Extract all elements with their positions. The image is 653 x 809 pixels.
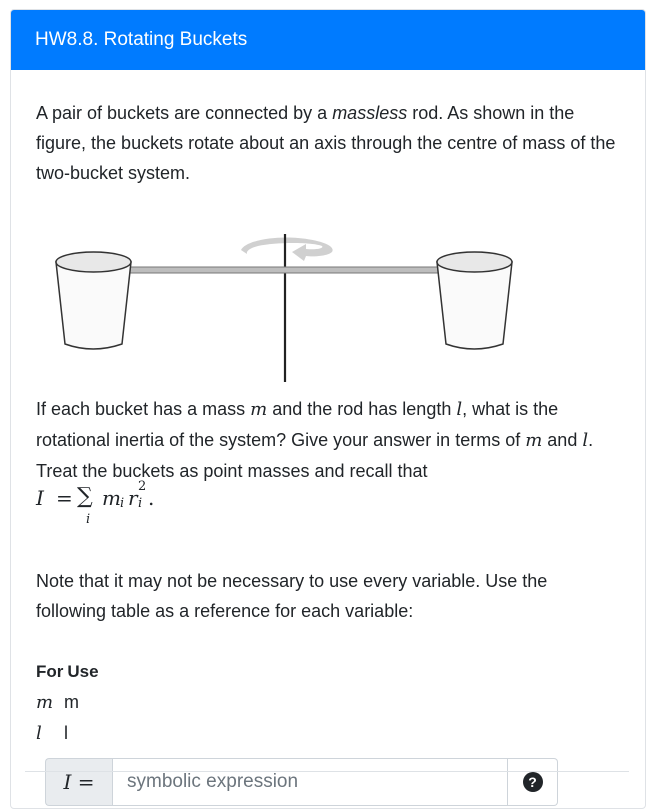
variable-use: m <box>64 692 79 712</box>
rotating-buckets-figure <box>36 204 621 394</box>
variable-table-header <box>36 662 621 682</box>
buckets-illustration <box>36 204 636 394</box>
emphasis-massless: massless <box>332 103 408 123</box>
col-for: For <box>36 662 64 681</box>
note-text: Note that it may not be necessary to use every variable. Use the following table as a reference for each variable: <box>36 571 548 621</box>
answer-input[interactable] <box>112 758 508 806</box>
left-bucket <box>56 252 131 349</box>
card-body <box>11 70 645 806</box>
col-use: Use <box>67 662 99 681</box>
var-m: m <box>250 399 268 420</box>
intro-text: A pair of buckets are connected by a massless rod. As shown in the figure, the buckets rotate about an axis through the centre of mass of the two-bucket system. <box>36 103 616 183</box>
variable-use: l <box>64 723 68 743</box>
help-button[interactable] <box>508 758 558 806</box>
answer-prefix: I = <box>45 758 112 806</box>
var-l: l <box>582 430 589 451</box>
variable-row <box>36 692 621 713</box>
question-title: HW8.8. Rotating Buckets <box>35 29 248 50</box>
massless-rod <box>130 267 445 273</box>
var-l: l <box>456 399 463 420</box>
card-header <box>11 10 645 70</box>
right-bucket <box>437 252 512 349</box>
answer-input-group <box>45 758 558 806</box>
question-text: If each bucket has a mass m and the rod has length l, what is the rotational inertia of the system? Give your answer in terms of m and l. Treat the buckets as point masses and recall that <box>36 399 594 481</box>
variable-row <box>36 723 621 744</box>
divider <box>25 771 629 772</box>
variable-symbol: l <box>36 723 42 744</box>
variable-symbol: m <box>36 692 54 713</box>
inertia-formula: I = ∑ i m i r 2 i . <box>36 479 155 527</box>
question-card <box>10 9 646 809</box>
rotation-arrow-icon <box>241 238 333 262</box>
question-mark-icon: ? <box>523 772 543 792</box>
var-m: m <box>525 430 543 451</box>
